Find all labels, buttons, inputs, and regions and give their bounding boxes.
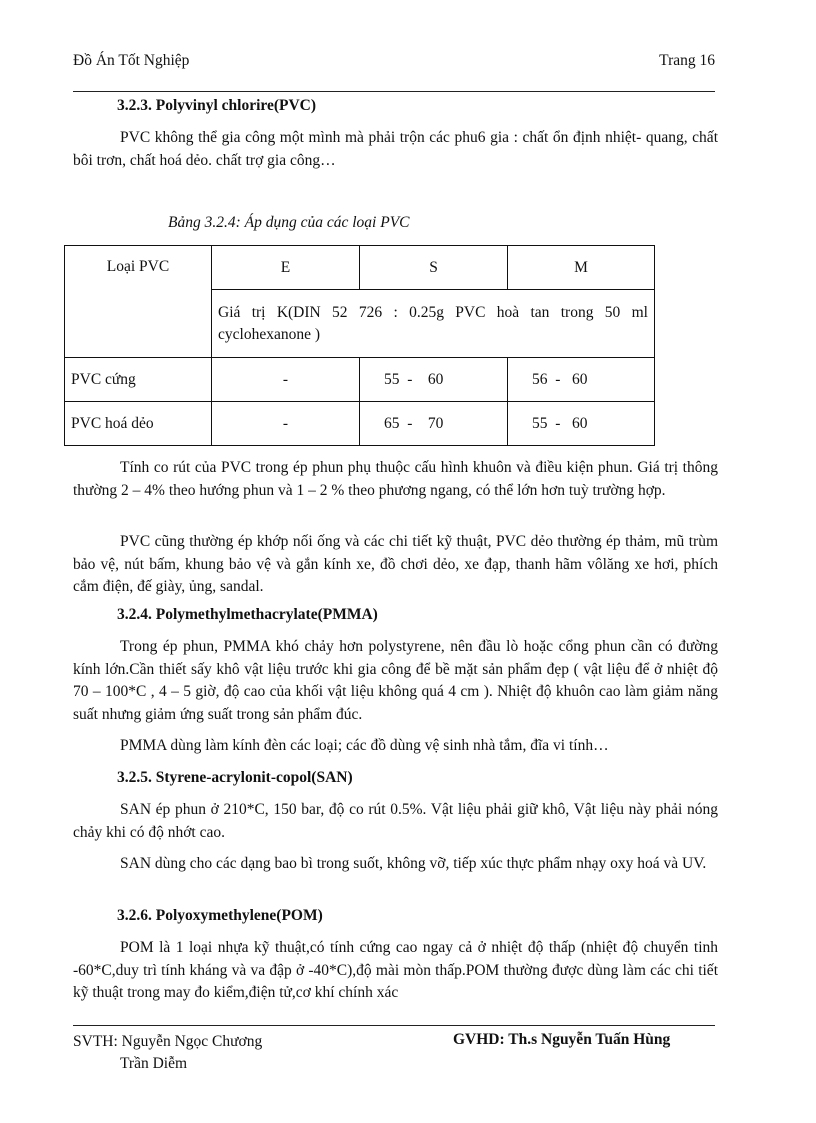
row-label: PVC hoá dẻo (65, 402, 212, 446)
page-number: Trang 16 (659, 52, 715, 69)
footer-divider (73, 1025, 715, 1026)
table-header-m: M (508, 246, 655, 290)
table-row (65, 246, 655, 290)
document-title: Đồ Án Tốt Nghiệp (73, 52, 190, 69)
table-header-e: E (212, 246, 360, 290)
section-heading-pom: 3.2.6. Polyoxymethylene(POM) (117, 907, 323, 924)
cell-m: 56 - 60 (508, 358, 655, 402)
paragraph-pmma-uses: PMMA dùng làm kính đèn các loại; các đồ dùng vệ sinh nhà tắm, đĩa vi tính… (120, 737, 609, 754)
paragraph-pvc-additives: PVC không thể gia công một mình mà phải trộn các phu6 gia : chất ổn định nhiệt- quang, chất bôi trơn, chất hoá dẻo. chất trợ gia công… (73, 129, 718, 169)
paragraph-san-processing: SAN ép phun ở 210*C, 150 bar, độ co rút 0.5%. Vật liệu phải giữ khô, Vật liệu này phải nóng chảy khi có độ nhớt cao. (73, 801, 718, 841)
header-divider (73, 91, 715, 92)
k-value-note: Giá trị K(DIN 52 726 : 0.25g PVC hoà tan trong 50 ml cyclohexanone ) (212, 290, 655, 358)
table-row (65, 402, 655, 446)
student-name: SVTH: Nguyễn Ngọc Chương (73, 1033, 263, 1050)
student-name-2: Trần Diễm (120, 1055, 188, 1072)
footer-supervisor: GVHD: Th.s Nguyễn Tuấn Hùng (453, 1031, 671, 1048)
row-label: PVC cứng (65, 358, 212, 402)
cell-m: 55 - 60 (508, 402, 655, 446)
footer-students (73, 1031, 262, 1075)
cell-s: 55 - 60 (360, 358, 508, 402)
pvc-application-table (64, 245, 655, 446)
paragraph-shrinkage: Tính co rút của PVC trong ép phun phụ thuộc cấu hình khuôn và điều kiện phun. Giá trị thông thường 2 – 4% theo hướng phun và 1 – 2 % theo phương ngang, có thể lớn hơn tuỳ trường hợp. (73, 459, 718, 499)
paragraph-san-uses: SAN dùng cho các dạng bao bì trong suốt, không vỡ, tiếp xúc thực phẩm nhạy oxy hoá và UV. (120, 855, 707, 872)
paragraph-pmma-processing: Trong ép phun, PMMA khó chảy hơn polystyrene, nên đầu lò hoặc cổng phun cần có đường kính lớn.Cần thiết sấy khô vật liệu trước khi gia công để bề mặt sản phẩm đẹp ( vật liệu để ở nhiệt độ 70 – 100*C , 4 – 5 giờ, độ cao của khối vật liệu không quá 4 cm ). Nhiệt độ khuôn cao làm giảm năng suất nhưng giảm ứng suất trong sản phẩm đúc. (73, 638, 718, 723)
table-header-s: S (360, 246, 508, 290)
section-heading-san: 3.2.5. Styrene-acrylonit-copol(SAN) (117, 769, 353, 786)
section-heading-pvc: 3.2.3. Polyvinyl chlorire(PVC) (117, 97, 317, 114)
paragraph-pvc-uses: PVC cũng thường ép khớp nối ống và các chi tiết kỹ thuật, PVC dẻo thường ép thảm, mũ trùm bảo vệ, nút bấm, khung bảo vệ và gắn kính xe, đồ chơi dẻo, xe đạp, thanh hãm vôlăng xe hơi, phích cắm điện, đế giày, ủng, sandal. (73, 533, 718, 595)
table-header-type: Loại PVC (65, 246, 212, 358)
paragraph-pom: POM là 1 loại nhựa kỹ thuật,có tính cứng cao ngay cả ở nhiệt độ thấp (nhiệt độ chuyển tinh -60*C,duy trì tính kháng và va đập ở -40*C),độ mài mòn thấp.POM thường được dùng làm các chi tiết kỹ thuật trong may đo kiểm,điện tử,cơ khí chính xác (73, 939, 718, 1001)
section-heading-pmma: 3.2.4. Polymethylmethacrylate(PMMA) (117, 606, 378, 623)
cell-s: 65 - 70 (360, 402, 508, 446)
cell-e: - (212, 402, 360, 446)
cell-e: - (212, 358, 360, 402)
table-row (65, 358, 655, 402)
page-header (73, 52, 715, 74)
table-caption: Bảng 3.2.4: Áp dụng của các loại PVC (168, 214, 410, 231)
